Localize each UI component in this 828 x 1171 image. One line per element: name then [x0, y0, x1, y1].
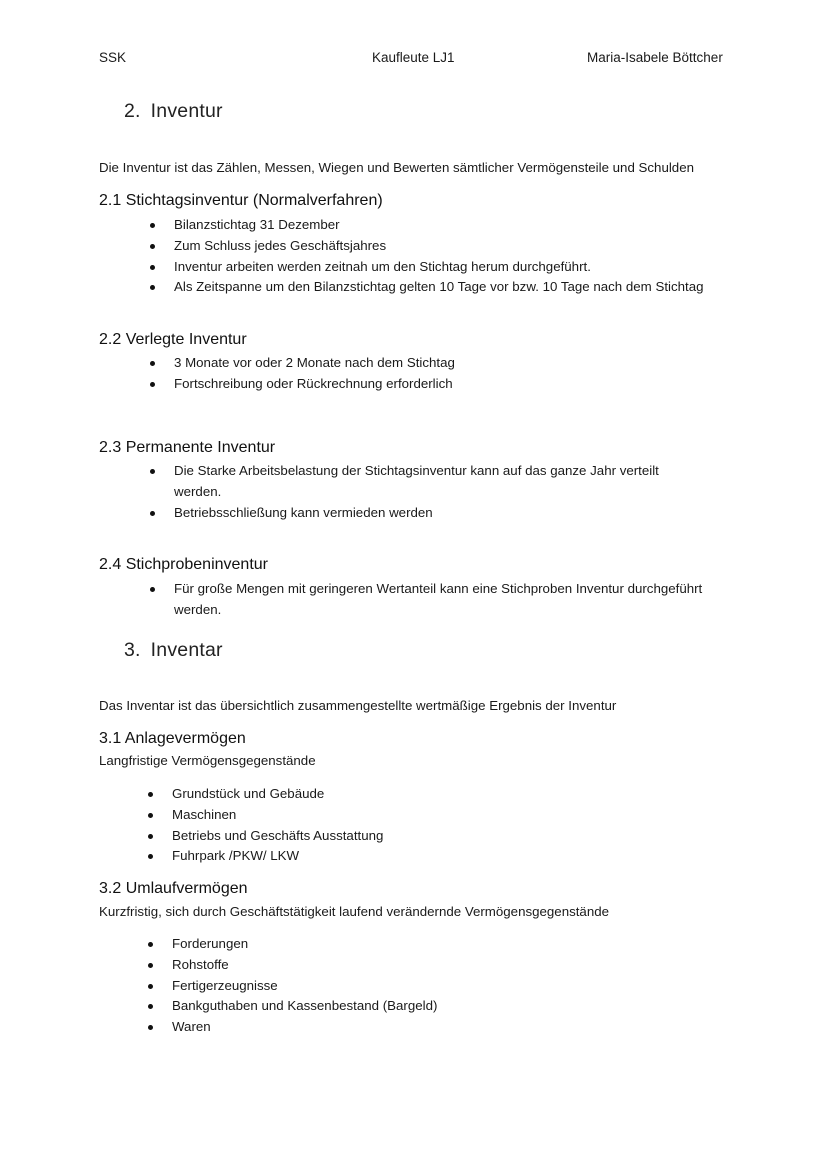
subsection-3-1-subtitle: Langfristige Vermögensgegenstände	[99, 753, 316, 768]
list-item: Bilanzstichtag 31 Dezember	[148, 215, 704, 236]
subsection-3-1-title: 3.1 Anlagevermögen	[99, 730, 246, 747]
subsection-2-2-list	[148, 353, 455, 395]
section-2-heading	[124, 100, 223, 123]
list-item: Fertigerzeugnisse	[146, 976, 437, 997]
list-item: Zum Schluss jedes Geschäftsjahres	[148, 236, 704, 257]
list-item: Für große Mengen mit geringeren Wertanteil kann eine Stichproben Inventur durchgeführt werden.	[148, 579, 704, 621]
list-item: Rohstoffe	[146, 955, 437, 976]
list-item: Forderungen	[146, 934, 437, 955]
subsection-2-4-title: 2.4 Stichprobeninventur	[99, 556, 268, 573]
subsection-2-3-list	[148, 461, 704, 523]
subsection-2-3-title: 2.3 Permanente Inventur	[99, 439, 276, 456]
list-item: Fuhrpark /PKW/ LKW	[146, 846, 383, 867]
section-3-intro: Das Inventar ist das übersichtlich zusammengestellte wertmäßige Ergebnis der Inventur	[99, 698, 617, 713]
section-3-heading	[124, 639, 223, 662]
list-item: Fortschreibung oder Rückrechnung erforderlich	[148, 374, 455, 395]
subsection-2-1-title: 2.1 Stichtagsinventur (Normalverfahren)	[99, 192, 383, 209]
section-3-number: 3.	[124, 639, 141, 661]
list-item: Maschinen	[146, 805, 383, 826]
list-item: Als Zeitspanne um den Bilanzstichtag gelten 10 Tage vor bzw. 10 Tage nach dem Stichtag	[148, 277, 704, 298]
subsection-2-4-list	[148, 579, 704, 621]
subsection-3-2-list	[146, 934, 437, 1038]
section-2-number: 2.	[124, 100, 141, 122]
subsection-2-2-title: 2.2 Verlegte Inventur	[99, 331, 247, 348]
header-center: Kaufleute LJ1	[372, 50, 455, 65]
list-item: Inventur arbeiten werden zeitnah um den Stichtag herum durchgeführt.	[148, 257, 704, 278]
subsection-3-2-title: 3.2 Umlaufvermögen	[99, 880, 248, 897]
header-left: SSK	[99, 50, 127, 65]
list-item: Waren	[146, 1017, 437, 1038]
list-item: Grundstück und Gebäude	[146, 784, 383, 805]
section-2-intro: Die Inventur ist das Zählen, Messen, Wiegen und Bewerten sämtlicher Vermögensteile und Schulden	[99, 160, 694, 175]
header-right: Maria-Isabele Böttcher	[587, 50, 723, 65]
section-3-title: Inventar	[150, 639, 223, 661]
section-2-title: Inventur	[150, 100, 223, 122]
subsection-2-1-list	[148, 215, 704, 298]
list-item: Bankguthaben und Kassenbestand (Bargeld)	[146, 996, 437, 1017]
subsection-3-1-list	[146, 784, 383, 867]
list-item: 3 Monate vor oder 2 Monate nach dem Stichtag	[148, 353, 455, 374]
list-item: Betriebsschließung kann vermieden werden	[148, 503, 704, 524]
subsection-3-2-subtitle: Kurzfristig, sich durch Geschäftstätigkeit laufend verändernde Vermögensgegenstände	[99, 904, 610, 919]
list-item: Die Starke Arbeitsbelastung der Stichtagsinventur kann auf das ganze Jahr verteilt werden.	[148, 461, 704, 503]
list-item: Betriebs und Geschäfts Ausstattung	[146, 826, 383, 847]
